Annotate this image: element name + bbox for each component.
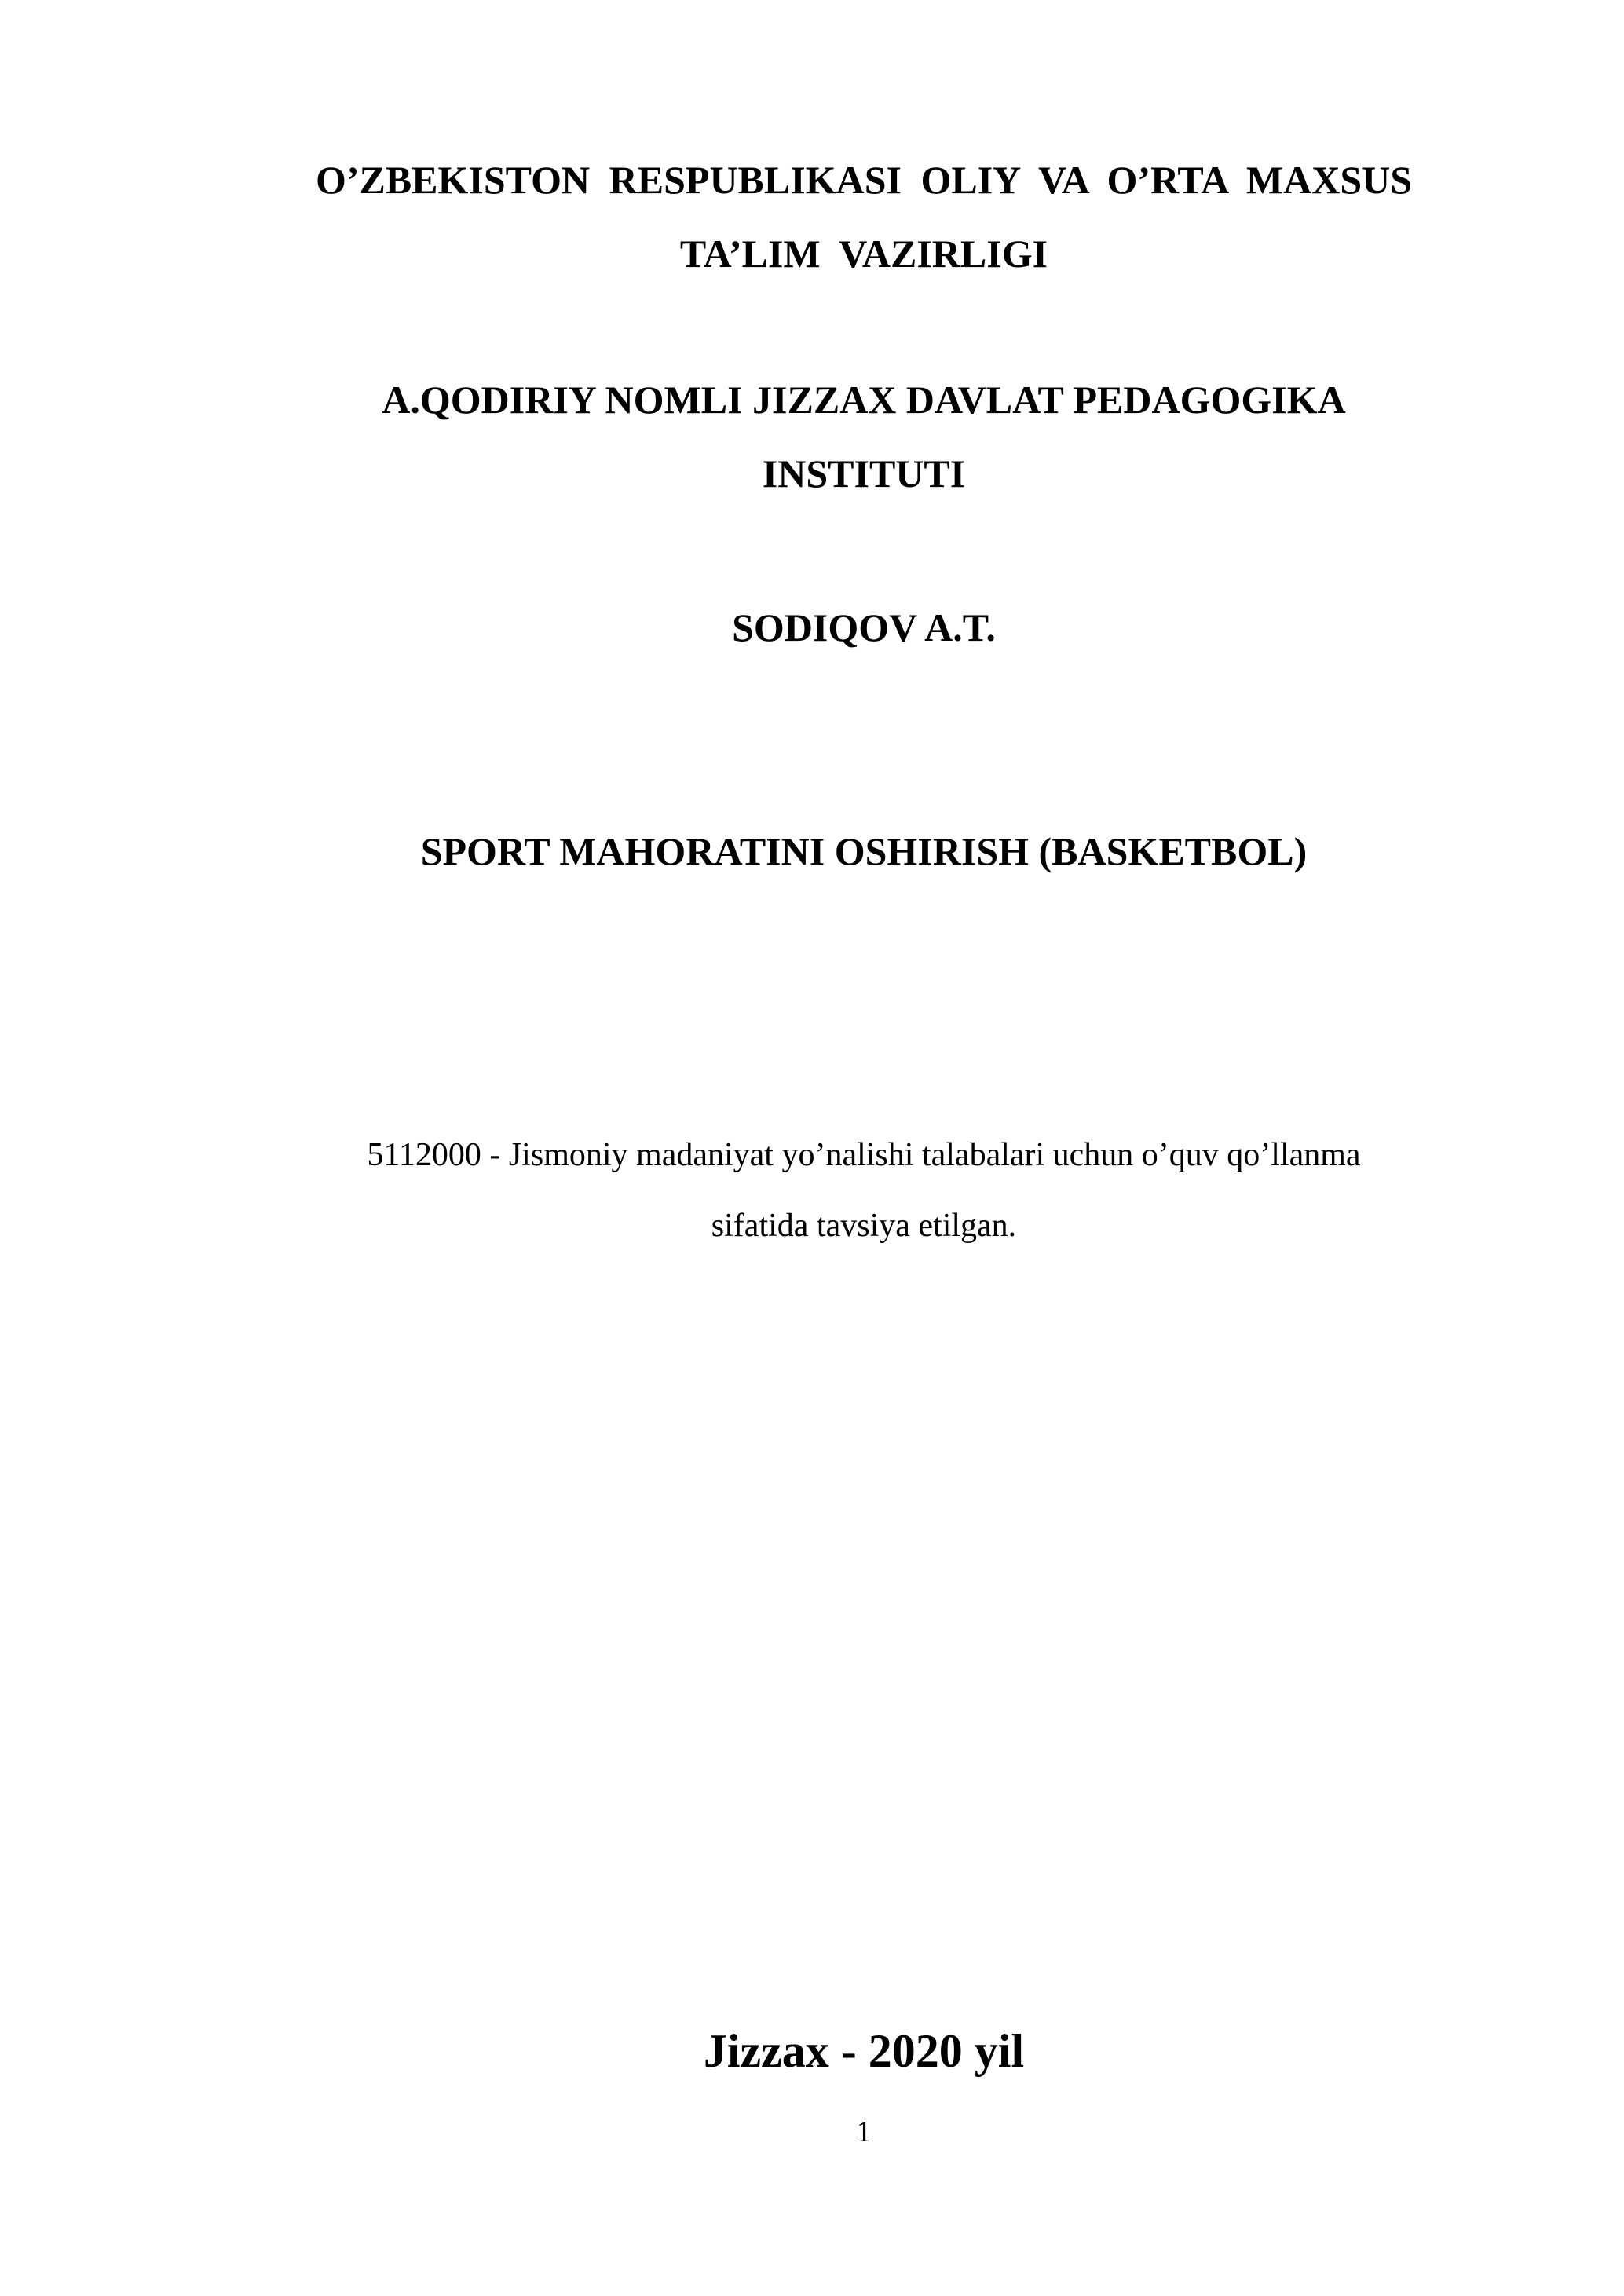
institute-name-line-1: A.QODIRIY NOMLI JIZZAX DAVLAT PEDAGOGIKA: [382, 378, 1346, 422]
book-title: SPORT MAHORATINI OSHIRISH (BASKETBOL): [420, 829, 1308, 873]
institute-name-line-2: INSTITUTI: [762, 452, 966, 495]
page-number: 1: [856, 2115, 872, 2148]
recommendation-line-2: sifatida tavsiya etilgan.: [711, 1208, 1017, 1244]
ministry-name-line-2: TA’LIM VAZIRLIGI: [679, 232, 1048, 276]
recommendation-line-1: 5112000 - Jismoniy madaniyat yo’nalishi talabalari uchun o’quv qo’llanma: [367, 1137, 1361, 1173]
place-and-year: Jizzax - 2020 yil: [703, 2025, 1025, 2077]
author-name: SODIQOV A.T.: [732, 605, 996, 649]
ministry-name-line-1: O’ZBEKISTON RESPUBLIKASI OLIY VA O’RTA MAXSUS: [315, 158, 1413, 202]
